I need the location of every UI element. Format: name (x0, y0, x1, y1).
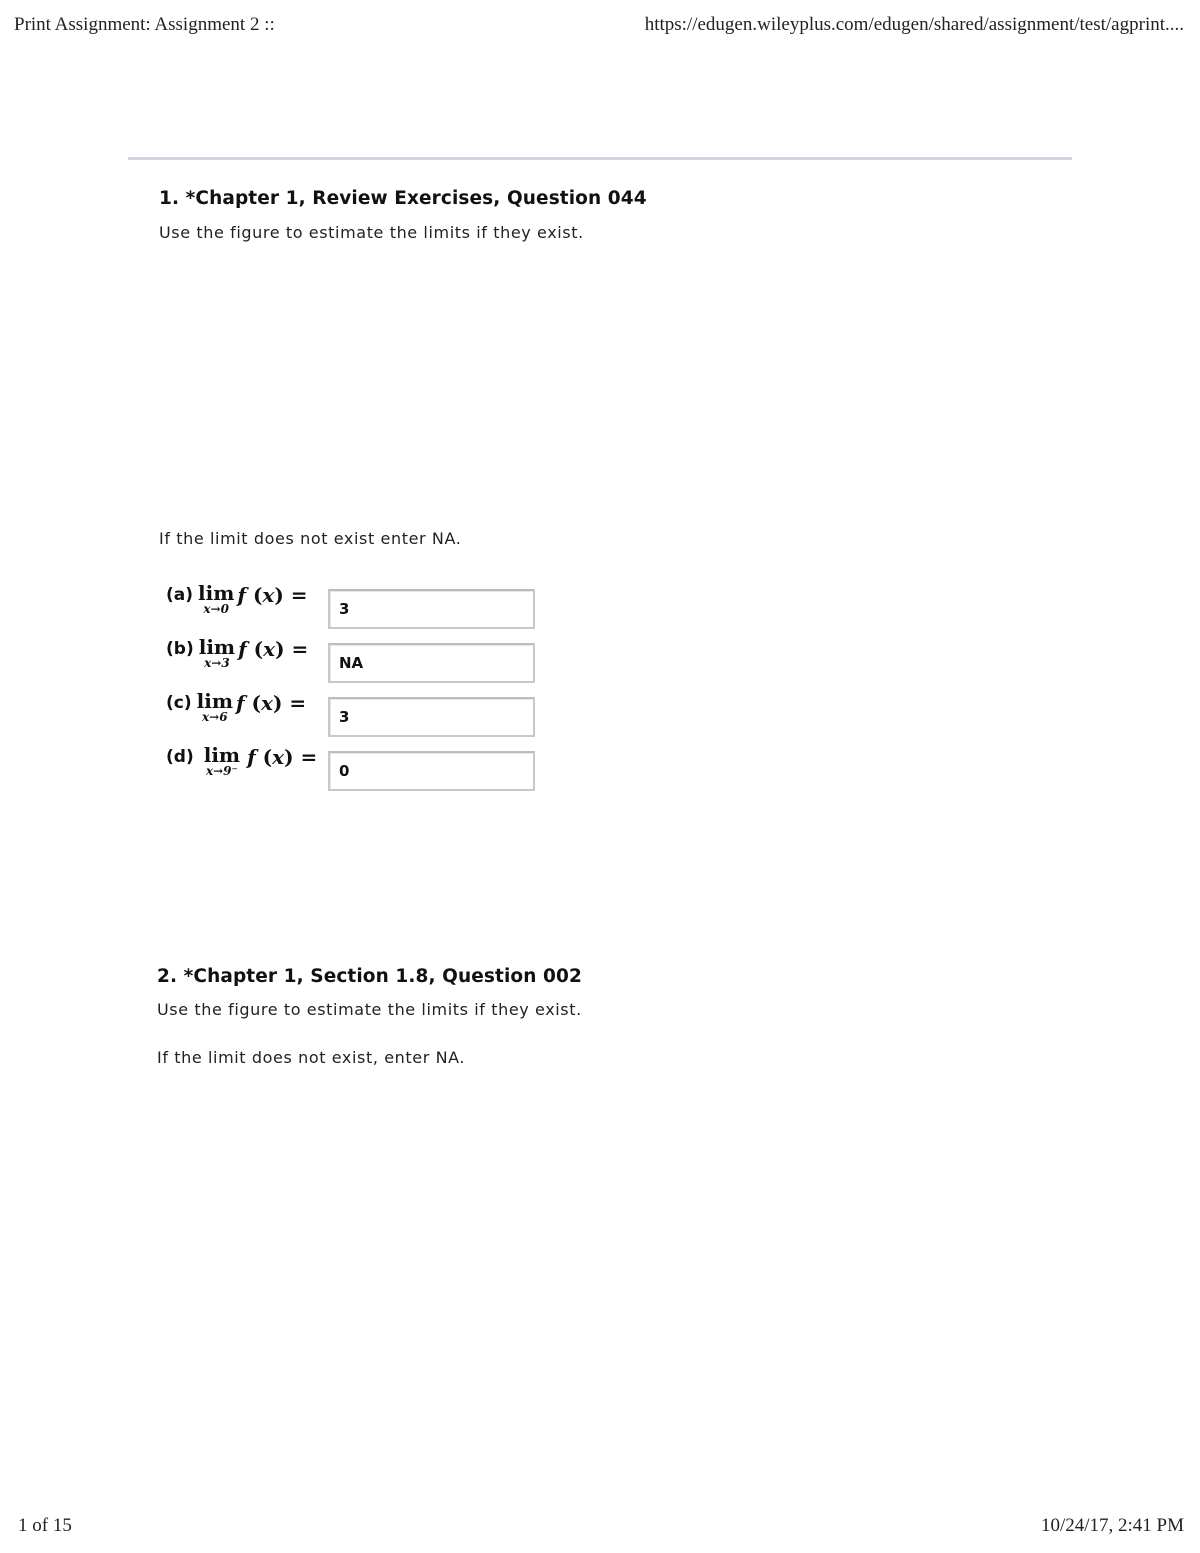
question-2-title: 2. *Chapter 1, Section 1.8, Question 002 (157, 966, 582, 987)
print-footer (18, 1511, 1184, 1537)
fn-var-a: x (262, 583, 275, 607)
limit-expression-a (166, 580, 308, 624)
fn-var-b: x (263, 637, 276, 661)
part-label-a: (a) (166, 585, 194, 605)
print-header-url: https://edugen.wileyplus.com/edugen/shared/assignment/test/agprint.... (644, 14, 1184, 35)
lim-operator-b (199, 634, 235, 669)
answer-row-b (166, 634, 546, 688)
answer-input-b[interactable]: NA (328, 643, 535, 683)
part-label-c: (c) (166, 693, 192, 713)
question-2-note: If the limit does not exist, enter NA. (157, 1048, 466, 1067)
function-expression-a: f (x) = (237, 583, 308, 607)
lim-word-b: lim (198, 635, 236, 659)
question-1-answers (166, 580, 546, 796)
limit-expression-b (166, 634, 308, 678)
lim-word-a: lim (198, 581, 235, 605)
part-label-d: (d) (166, 747, 194, 767)
fn-name-a: f (237, 583, 246, 607)
fn-name-d: f (247, 745, 256, 769)
fn-var-d: x (272, 745, 285, 769)
question-1-figure-placeholder (159, 264, 719, 514)
function-expression-d: f (x) = (247, 745, 318, 769)
lim-word-d: lim (203, 743, 241, 767)
page-count: 1 of 15 (18, 1515, 72, 1536)
lim-word-c: lim (196, 689, 233, 713)
lim-operator-c (197, 688, 233, 723)
answer-row-c (166, 688, 546, 742)
function-expression-c: f (x) = (235, 691, 307, 715)
print-header (14, 14, 1186, 40)
fn-var-c: x (261, 691, 273, 715)
answer-input-a[interactable]: 3 (328, 589, 535, 629)
print-datetime: 10/24/17, 2:41 PM (1040, 1515, 1184, 1536)
answer-input-c[interactable]: 3 (328, 697, 535, 737)
lim-subscript-c: x→6 (202, 710, 228, 724)
lim-operator-d (204, 742, 240, 777)
question-1 (159, 187, 1059, 548)
fn-name-b: f (238, 637, 247, 661)
question-1-title: 1. *Chapter 1, Review Exercises, Question 044 (159, 188, 647, 209)
equals-sign-a: = (290, 583, 308, 607)
fn-name-c: f (235, 691, 245, 715)
lim-subscript-d: x→9⁻ (205, 764, 238, 778)
equals-sign-d: = (300, 745, 318, 769)
section-divider (128, 157, 1072, 160)
lim-subscript-b: x→3 (204, 656, 230, 670)
part-label-b: (b) (166, 639, 194, 659)
answer-row-a (166, 580, 546, 634)
equals-sign-b: = (291, 637, 309, 661)
question-2 (157, 965, 1057, 1069)
lim-operator-a (198, 580, 234, 615)
limit-expression-d (166, 742, 317, 786)
function-expression-b: f (x) = (238, 637, 309, 661)
limit-expression-c (166, 688, 306, 732)
equals-sign-c: = (289, 691, 307, 715)
print-header-title: Print Assignment: Assignment 2 :: (14, 14, 275, 35)
question-2-instruction: Use the figure to estimate the limits if they exist. (157, 1000, 582, 1019)
question-1-instruction: Use the figure to estimate the limits if they exist. (159, 223, 584, 242)
question-1-note: If the limit does not exist enter NA. (159, 529, 462, 548)
lim-subscript-a: x→0 (203, 602, 229, 616)
answer-input-d[interactable]: 0 (328, 751, 535, 791)
answer-row-d (166, 742, 546, 796)
